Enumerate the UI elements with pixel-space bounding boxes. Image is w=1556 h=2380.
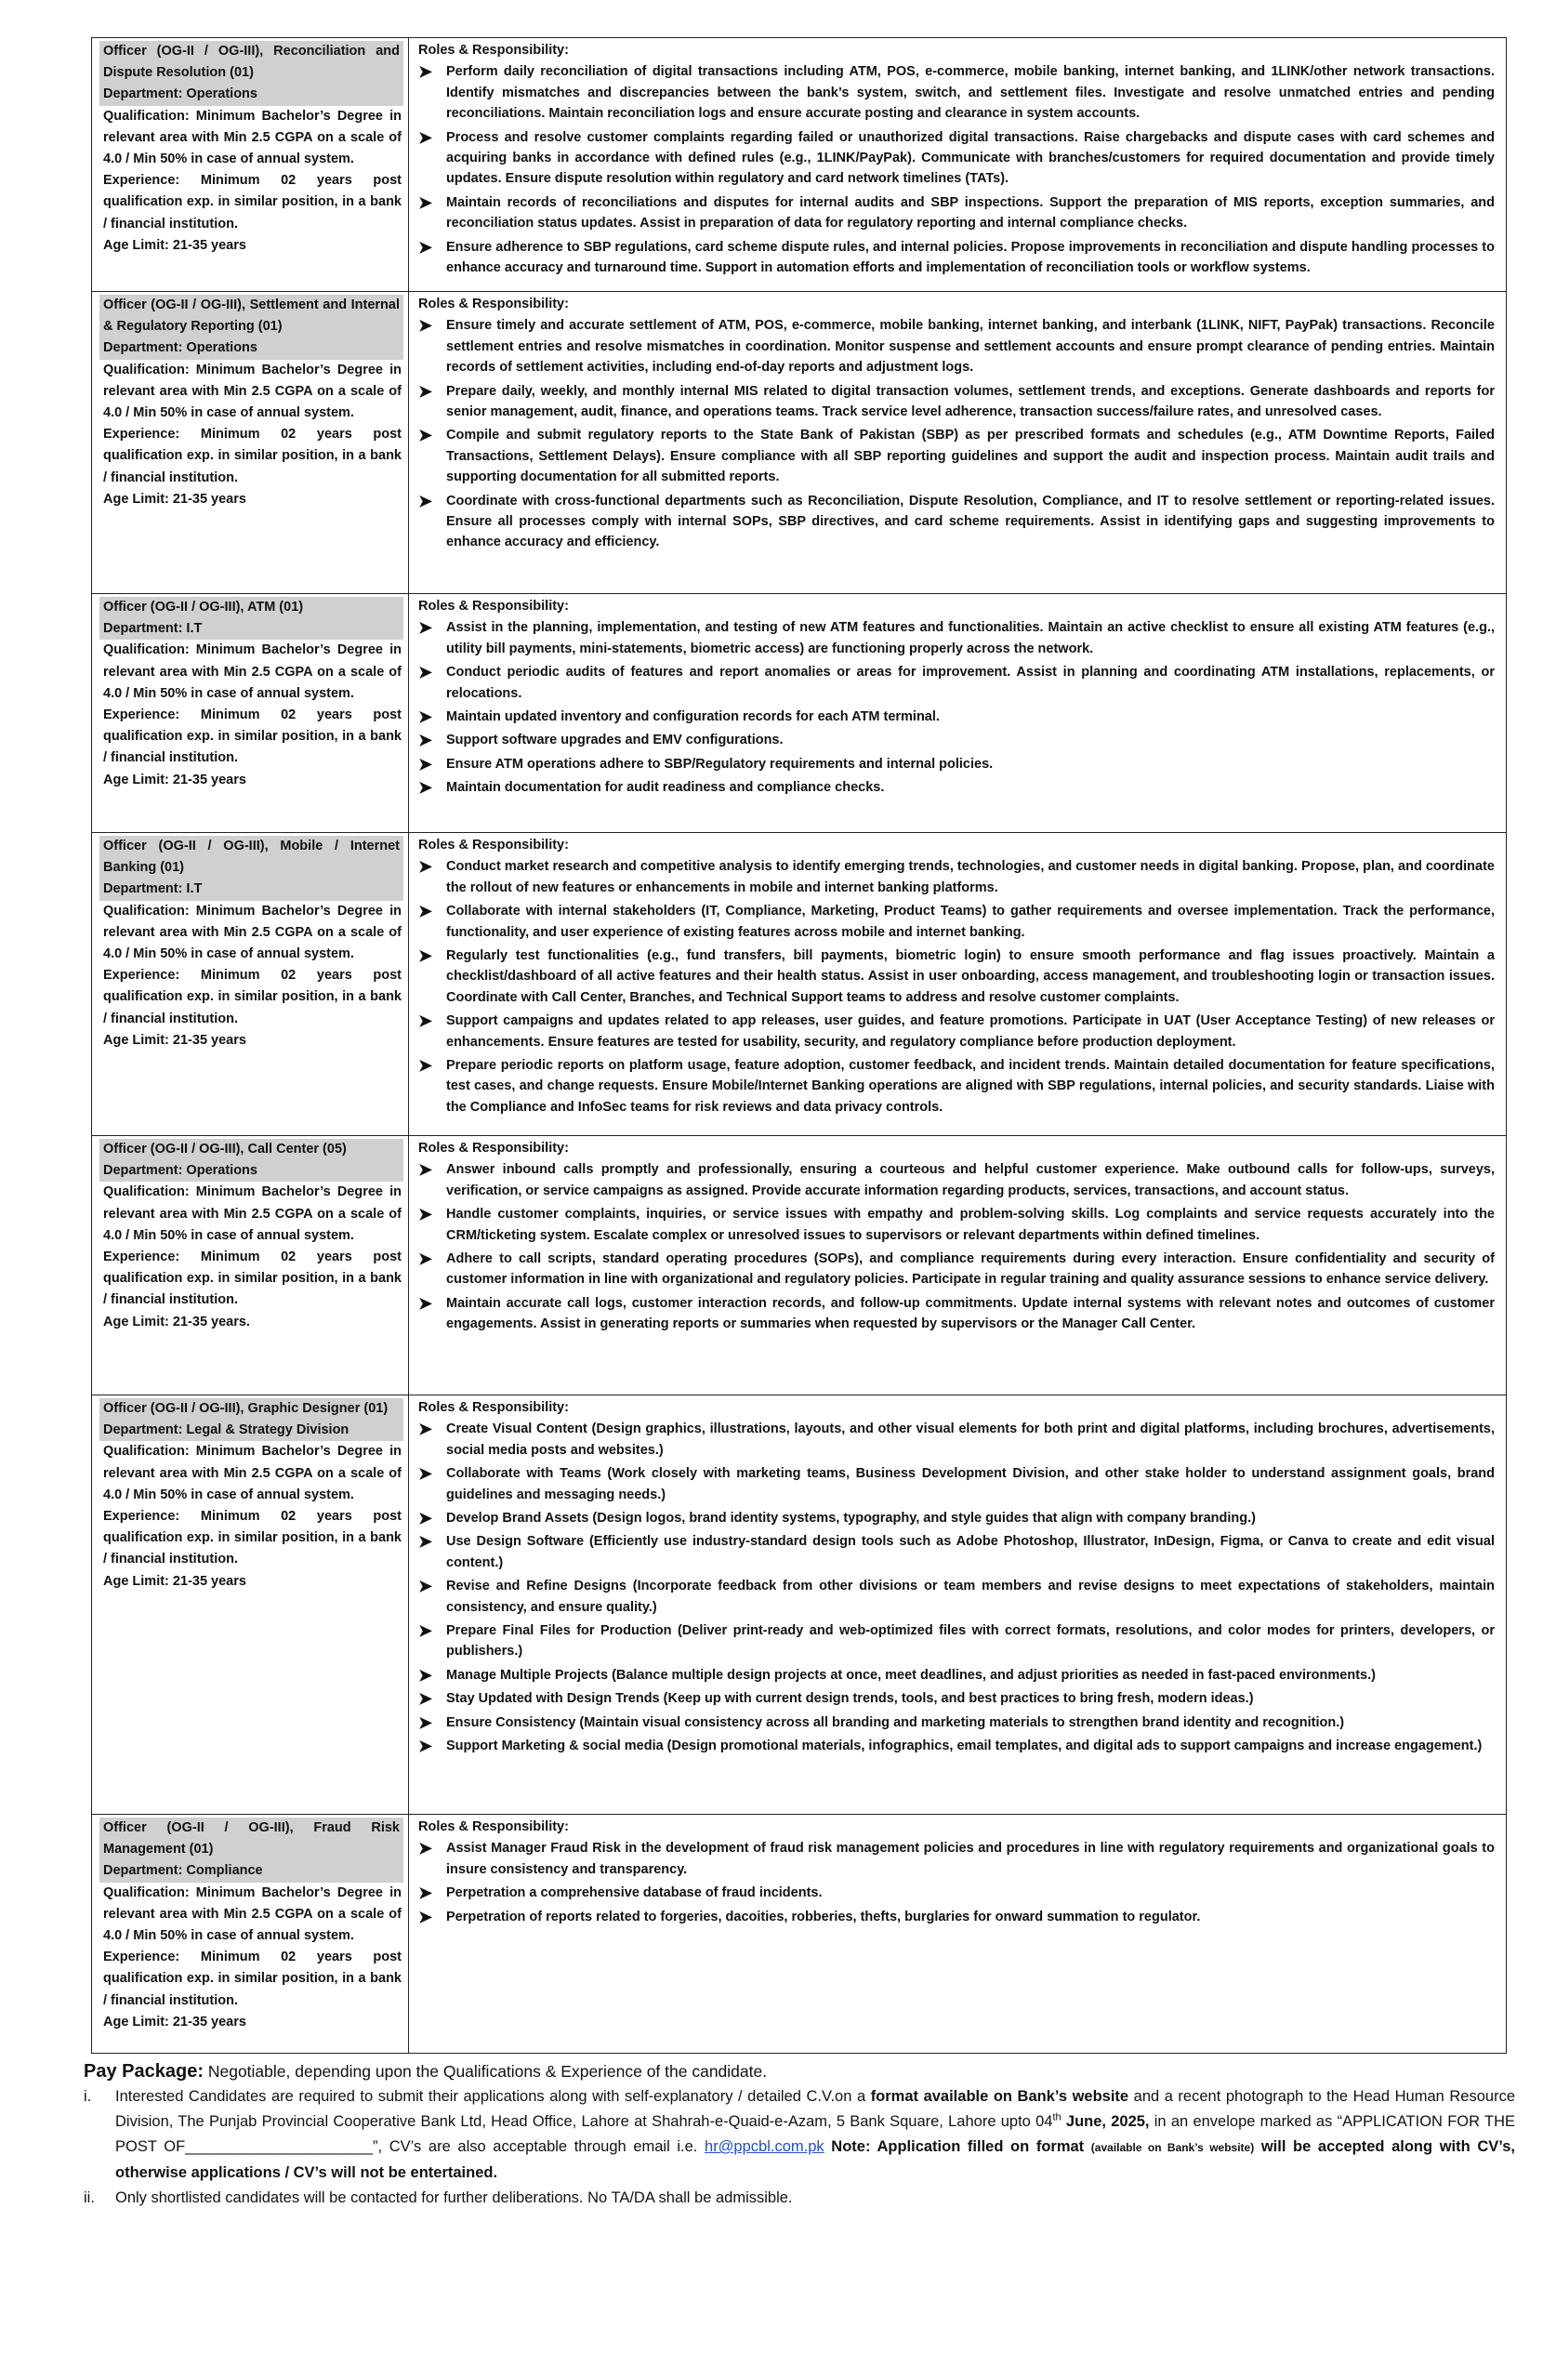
arrow-bullet-icon: ➤ [418, 778, 433, 798]
job-title: Officer (OG-II / OG-III), Mobile / Internet Banking (01) [99, 836, 403, 879]
arrow-bullet-icon: ➤ [418, 1712, 433, 1732]
qualification-text: Minimum Bachelor’s Degree in relevant area with Min 2.5 CGPA on a scale of 4.0 / Min 50% in case of annual system. [103, 1184, 402, 1243]
job-title: Officer (OG-II / OG-III), Call Center (05) [99, 1139, 403, 1160]
responsibility-item [418, 1159, 1495, 1201]
responsibility-text: Adhere to call scripts, standard operating procedures (SOPs), and compliance requirements during every interaction. Ensure confidentiality and security of customer information in line with organizational and regulatory policies. Participate in regular training and quality assurance sessions to enhance service delivery. [446, 1251, 1495, 1288]
job-summary-cell [92, 594, 409, 833]
experience-text: Minimum 02 years post qualification exp. in similar position, in a bank / financial institution. [103, 1509, 402, 1567]
note-2-text: Only shortlisted candidates will be contacted for further deliberations. No TA/DA shall be admissible. [115, 2189, 793, 2206]
email-link[interactable]: hr@ppcbl.com.pk [705, 2138, 824, 2155]
arrow-bullet-icon: ➤ [418, 902, 433, 921]
responsibility-item [418, 1883, 1495, 1903]
arrow-bullet-icon: ➤ [418, 491, 433, 510]
experience-label: Experience: [103, 1250, 180, 1265]
age-label: Age Limit: [103, 237, 169, 253]
job-title: Officer (OG-II / OG-III), Graphic Designer (01) [99, 1398, 403, 1420]
job-qualification [103, 901, 402, 966]
arrow-bullet-icon: ➤ [418, 1839, 433, 1858]
age-label: Age Limit: [103, 1573, 169, 1589]
responsibility-text: Use Design Software (Efficiently use industry-standard design tools such as Adobe Photoshop, Illustrator, InDesign, Figma, or Canva to create and edit visual content.) [446, 1534, 1495, 1570]
arrow-bullet-icon: ➤ [418, 857, 433, 877]
responsibility-text: Support campaigns and updates related to app releases, user guides, and feature promotions. Participate in UAT (User Acceptance Testing) of new releases or enhancements. Ensure features are tested for usability, security, and regulatory compliance before production deployment. [446, 1013, 1495, 1050]
experience-label: Experience: [103, 968, 180, 984]
job-age-limit [103, 1030, 402, 1051]
note-1 [84, 2084, 1515, 2186]
note-1-deadline-a: upto 04 [1000, 2113, 1053, 2130]
responsibility-item [418, 1463, 1495, 1505]
footer [84, 2059, 1515, 2211]
job-roles-cell [409, 1136, 1507, 1395]
note-1-format-text: format available on Bank’s website [870, 2088, 1129, 2105]
experience-label: Experience: [103, 707, 180, 723]
job-table [91, 37, 1507, 2054]
responsibility-text: Stay Updated with Design Trends (Keep up with current design trends, tools, and best practices to bring fresh, modern ideas.) [446, 1691, 1254, 1707]
qualification-label: Qualification: [103, 1884, 190, 1900]
arrow-bullet-icon: ➤ [418, 237, 433, 257]
responsibility-text: Assist Manager Fraud Risk in the development of fraud risk management policies and procedures in line with regulatory requirements and organizational goals to insure consistency and transparency. [446, 1841, 1495, 1877]
responsibility-text: Conduct periodic audits of features and report anomalies or areas for improvement. Assist in planning and coordinating ATM installations, replacements, or relocations. [446, 665, 1495, 701]
responsibility-text: Handle customer complaints, inquiries, or service issues with empathy and problem-solving skills. Log complaints and service requests accurately into the CRM/ticketing system. Escalate complex or unresolved issues to supervisors or relevant departments within defined timelines. [446, 1207, 1495, 1243]
job-summary-cell [92, 292, 409, 594]
responsibility-item [418, 945, 1495, 1008]
age-label: Age Limit: [103, 491, 169, 507]
age-text: 21-35 years [172, 772, 246, 787]
responsibility-text: Process and resolve customer complaints regarding failed or unauthorized digital transactions. Raise chargebacks and dispute cases with card schemes and acquiring banks in accordance with defined rules (e.g., 1LINK/PayPak). Communicate with branches/customers for required documentation and provide timely updates. Ensure dispute resolution within regulatory and card network timelines (TATs). [446, 129, 1495, 187]
arrow-bullet-icon: ➤ [418, 946, 433, 966]
responsibility-text: Perform daily reconciliation of digital transactions including ATM, POS, e-commerce, mobile banking, internet banking, and 1LINK/other network transactions. Identify mismatches and discrepancies between the bank’s system, switch, and settlement files. Investigate and resolve unmatched entries and pending reconciliations. Maintain reconciliation logs and ensure accurate posting and clearance in system accounts. [446, 64, 1495, 122]
job-row [92, 1395, 1507, 1815]
roles-heading: Roles & Responsibility: [418, 599, 569, 614]
responsibility-text: Ensure Consistency (Maintain visual consistency across all branding and marketing materials to strengthen brand identity and recognition.) [446, 1714, 1345, 1730]
job-qualification [103, 106, 402, 171]
job-roles-cell [409, 1395, 1507, 1815]
age-text: 21-35 years [172, 237, 246, 253]
job-age-limit [103, 1571, 402, 1593]
responsibility-item [418, 1665, 1495, 1686]
note-1-text-a: Interested Candidates are required to submit their applications along with self-explanatory / detailed C.V.on a [115, 2088, 871, 2105]
experience-label: Experience: [103, 427, 180, 443]
responsibility-item [418, 617, 1495, 659]
arrow-bullet-icon: ➤ [418, 1665, 433, 1685]
responsibility-item [418, 856, 1495, 898]
responsibility-text: Collaborate with Teams (Work closely with marketing teams, Business Development Division, and other stake holder to understand assignment goals, brand guidelines and messaging needs.) [446, 1466, 1495, 1502]
job-department: Department: Operations [99, 337, 403, 359]
responsibility-text: Compile and submit regulatory reports to the State Bank of Pakistan (SBP) as per prescribed formats and schedules (e.g., ATM Downtime Reports, Failed Transactions, Settlement Delays). Ensure compliance with all SBP reporting guidelines and support the audit and inspection process. Maintain audit trails and supporting documentation for all submitted reports. [446, 428, 1495, 485]
responsibility-item [418, 1204, 1495, 1246]
responsibility-text: Support Marketing & social media (Design promotional materials, infographics, email templates, and digital ads to support campaigns and increase engagement.) [446, 1739, 1483, 1754]
note-1-website-text: (available on Bank’s website) [1090, 2141, 1255, 2154]
job-document [91, 37, 1504, 2054]
responsibility-item [418, 1712, 1495, 1733]
arrow-bullet-icon: ➤ [418, 1250, 433, 1269]
responsibility-text: Perpetration of reports related to forgeries, dacoities, robberies, thefts, burglaries for onward summation to regulator. [446, 1909, 1201, 1924]
responsibility-text: Perpetration a comprehensive database of fraud incidents. [446, 1885, 823, 1901]
arrow-bullet-icon: ➤ [418, 1689, 433, 1709]
responsibility-item [418, 491, 1495, 553]
responsibility-item [418, 192, 1495, 234]
job-qualification [103, 1883, 402, 1948]
job-experience [103, 1247, 402, 1312]
job-qualification [103, 1182, 402, 1247]
job-row [92, 1136, 1507, 1395]
job-department: Department: Compliance [99, 1860, 403, 1882]
job-title: Officer (OG-II / OG-III), Fraud Risk Management (01) [99, 1818, 403, 1860]
job-age-limit [103, 235, 402, 257]
job-experience [103, 1947, 402, 2012]
arrow-bullet-icon: ➤ [418, 1293, 433, 1313]
responsibility-item [418, 1249, 1495, 1290]
responsibility-item [418, 1688, 1495, 1709]
experience-text: Minimum 02 years post qualification exp. in similar position, in a bank / financial institution. [103, 968, 402, 1026]
qualification-text: Minimum Bachelor’s Degree in relevant area with Min 2.5 CGPA on a scale of 4.0 / Min 50% in case of annual system. [103, 362, 402, 421]
responsibility-text: Assist in the planning, implementation, and testing of new ATM features and functionalities. Maintain an active checklist to ensure all existing ATM features (e.g., utility bill payments, mini-statements, biometric access) are functioning properly across the network. [446, 620, 1495, 656]
experience-text: Minimum 02 years post qualification exp. in similar position, in a bank / financial institution. [103, 427, 402, 485]
job-roles-cell [409, 833, 1507, 1136]
note-1-deadline-b: June, 2025, [1061, 2113, 1150, 2130]
job-roles-cell [409, 594, 1507, 833]
note-1-text-k: will be accepted along with CV’s, otherwise applications / CV’s will not be entertained. [115, 2138, 1515, 2181]
responsibility-item [418, 1736, 1495, 1756]
arrow-bullet-icon: ➤ [418, 731, 433, 750]
responsibility-text: Manage Multiple Projects (Balance multiple design projects at once, meet deadlines, and adjust priorities as needed in fast-paced environments.) [446, 1667, 1376, 1683]
responsibility-text: Ensure ATM operations adhere to SBP/Regulatory requirements and internal policies. [446, 756, 994, 772]
arrow-bullet-icon: ➤ [418, 127, 433, 147]
experience-label: Experience: [103, 1950, 180, 1965]
responsibility-text: Regularly test functionalities (e.g., fund transfers, bill payments, biometric login) to ensure smooth performance and flag issues proactively. Maintain a checklist/dashboard of all active features and their health status. Assist in user onboarding, access management, and troubleshooting login or transaction issues. Coordinate with Call Center, Branches, and Technical Support teams to address and resolve customer complaints. [446, 948, 1495, 1005]
qualification-text: Minimum Bachelor’s Degree in relevant area with Min 2.5 CGPA on a scale of 4.0 / Min 50% in case of annual system. [103, 1444, 402, 1502]
responsibility-text: Maintain documentation for audit readiness and compliance checks. [446, 780, 885, 796]
arrow-bullet-icon: ➤ [418, 381, 433, 401]
responsibility-item [418, 315, 1495, 377]
job-row [92, 833, 1507, 1136]
responsibility-item [418, 1011, 1495, 1052]
job-age-limit [103, 2012, 402, 2033]
qualification-text: Minimum Bachelor’s Degree in relevant area with Min 2.5 CGPA on a scale of 4.0 / Min 50% in case of annual system. [103, 1884, 402, 1944]
qualification-text: Minimum Bachelor’s Degree in relevant area with Min 2.5 CGPA on a scale of 4.0 / Min 50% in case of annual system. [103, 903, 402, 962]
responsibility-item [418, 662, 1495, 704]
arrow-bullet-icon: ➤ [418, 316, 433, 336]
roles-heading: Roles & Responsibility: [418, 1141, 569, 1156]
arrow-bullet-icon: ➤ [418, 663, 433, 682]
arrow-bullet-icon: ➤ [418, 1205, 433, 1224]
responsibility-item [418, 1531, 1495, 1573]
job-title: Officer (OG-II / OG-III), Settlement and Internal & Regulatory Reporting (01) [99, 295, 403, 337]
job-age-limit [103, 489, 402, 510]
arrow-bullet-icon: ➤ [418, 1737, 433, 1756]
qualification-text: Minimum Bachelor’s Degree in relevant area with Min 2.5 CGPA on a scale of 4.0 / Min 50% in case of annual system. [103, 642, 402, 701]
pay-package-label: Pay Package: [84, 2061, 204, 2082]
age-text: 21-35 years. [172, 1314, 250, 1329]
responsibility-item [418, 127, 1495, 190]
arrow-bullet-icon: ➤ [418, 426, 433, 445]
responsibility-text: Develop Brand Assets (Design logos, brand identity systems, typography, and style guides that align with company branding.) [446, 1511, 1256, 1527]
roles-heading: Roles & Responsibility: [418, 1819, 569, 1834]
experience-text: Minimum 02 years post qualification exp. in similar position, in a bank / financial institution. [103, 173, 402, 231]
job-qualification [103, 640, 402, 705]
responsibility-item [418, 1838, 1495, 1880]
note-1-text-c: and a recent photograph to the Head Human Resource Division, The Punjab Provincial Cooperative Bank Ltd, Head Office, Lahore at Shahrah-e-Quaid-e-Azam, 5 Bank Square, Lahore [115, 2088, 1515, 2130]
note-1-deadline-sup: th [1052, 2111, 1062, 2123]
job-qualification [103, 1441, 402, 1506]
note-1-note-label: Note: Application filled on format [824, 2138, 1091, 2155]
job-department: Department: I.T [99, 879, 403, 900]
job-row [92, 594, 1507, 833]
note-1-envelope-text: “APPLICATION FOR THE POST OF______________________” [115, 2113, 1515, 2155]
job-qualification [103, 360, 402, 425]
responsibility-item [418, 381, 1495, 423]
responsibility-item [418, 901, 1495, 943]
arrow-bullet-icon: ➤ [418, 1420, 433, 1439]
job-department: Department: I.T [99, 618, 403, 640]
age-text: 21-35 years [172, 1573, 246, 1589]
job-experience [103, 424, 402, 489]
arrow-bullet-icon: ➤ [418, 1577, 433, 1596]
responsibility-item [418, 707, 1495, 727]
age-label: Age Limit: [103, 772, 169, 787]
job-age-limit [103, 770, 402, 791]
job-department: Department: Operations [99, 84, 403, 105]
qualification-label: Qualification: [103, 108, 190, 124]
arrow-bullet-icon: ➤ [418, 62, 433, 82]
arrow-bullet-icon: ➤ [418, 1621, 433, 1641]
note-2 [84, 2186, 1515, 2211]
age-text: 21-35 years [172, 491, 246, 507]
note-2-number: ii. [84, 2189, 95, 2206]
responsibility-item [418, 425, 1495, 487]
responsibility-text: Maintain records of reconciliations and disputes for internal audits and SBP inspections. Support the preparation of MIS reports, exception summaries, and reconciliation status updates. Assist in preparation of data for regulatory reporting and internal compliance checks. [446, 194, 1495, 231]
qualification-label: Qualification: [103, 362, 190, 377]
pay-package-text: Negotiable, depending upon the Qualifications & Experience of the candidate. [203, 2062, 768, 2081]
age-text: 21-35 years [172, 2014, 246, 2030]
responsibility-text: Prepare Final Files for Production (Deliver print-ready and web-optimized files with correct formats, resolutions, and color modes for printers, developers, or publishers.) [446, 1623, 1495, 1659]
responsibility-text: Create Visual Content (Design graphics, illustrations, layouts, and other visual elements for both print and digital platforms, including brochures, advertisements, social media posts and websites.) [446, 1421, 1495, 1458]
arrow-bullet-icon: ➤ [418, 618, 433, 638]
arrow-bullet-icon: ➤ [418, 1907, 433, 1926]
responsibility-item [418, 1419, 1495, 1461]
responsibility-item [418, 1293, 1495, 1335]
responsibility-item [418, 730, 1495, 750]
arrow-bullet-icon: ➤ [418, 1012, 433, 1031]
age-label: Age Limit: [103, 1032, 169, 1048]
job-title: Officer (OG-II / OG-III), Reconciliation and Dispute Resolution (01) [99, 41, 403, 84]
job-row [92, 1815, 1507, 2054]
arrow-bullet-icon: ➤ [418, 1056, 433, 1076]
roles-heading: Roles & Responsibility: [418, 838, 569, 853]
responsibility-text: Conduct market research and competitive analysis to identify emerging trends, technologies, and customer needs in digital banking. Propose, plan, and coordinate the rollout of new features or enhancements in mobile and internet banking platforms. [446, 859, 1495, 895]
arrow-bullet-icon: ➤ [418, 754, 433, 774]
experience-text: Minimum 02 years post qualification exp. in similar position, in a bank / financial institution. [103, 1250, 402, 1308]
responsibility-text: Coordinate with cross-functional departments such as Reconciliation, Dispute Resolution, Compliance, and IT to resolve settlement or reporting-related issues. Ensure all processes comply with internal SOPs, SBP directives, and card scheme requirements. Assist in identifying gaps and suggesting improvements to enhance accuracy and efficiency. [446, 493, 1495, 550]
job-summary-cell [92, 38, 409, 292]
job-experience [103, 705, 402, 770]
job-department: Department: Legal & Strategy Division [99, 1420, 403, 1441]
job-summary-cell [92, 1815, 409, 2054]
experience-label: Experience: [103, 1509, 180, 1525]
arrow-bullet-icon: ➤ [418, 1884, 433, 1903]
age-text: 21-35 years [172, 1032, 246, 1048]
job-age-limit [103, 1312, 402, 1333]
responsibility-item [418, 1055, 1495, 1117]
job-roles-cell [409, 292, 1507, 594]
responsibility-item [418, 1508, 1495, 1528]
qualification-label: Qualification: [103, 1444, 190, 1460]
job-title: Officer (OG-II / OG-III), ATM (01) [99, 597, 403, 618]
job-summary-cell [92, 833, 409, 1136]
job-row [92, 292, 1507, 594]
age-label: Age Limit: [103, 2014, 169, 2030]
job-row [92, 38, 1507, 292]
job-roles-cell [409, 1815, 1507, 2054]
roles-heading: Roles & Responsibility: [418, 297, 569, 311]
note-1-number: i. [84, 2088, 92, 2105]
responsibility-text: Support software upgrades and EMV configurations. [446, 733, 784, 748]
responsibility-text: Prepare daily, weekly, and monthly internal MIS related to digital transaction volumes, settlement trends, and exceptions. Generate dashboards and reports for senior management, audit, finance, and operations teams. Track service level adherence, transaction success/failure rates, and unresolved cases. [446, 383, 1495, 420]
qualification-label: Qualification: [103, 642, 190, 658]
responsibility-text: Ensure timely and accurate settlement of ATM, POS, e-commerce, mobile banking, internet banking, and interbank (1LINK, NIFT, PayPak) transactions. Reconcile settlement entries and resolve mismatches in coordination. Monitor suspense and settlement accounts and ensure prompt clearance of pending entries. Maintain records of settlement activities, including end-of-day reports and adjustment logs. [446, 318, 1495, 376]
job-experience [103, 965, 402, 1030]
responsibility-item [418, 237, 1495, 279]
roles-heading: Roles & Responsibility: [418, 1400, 569, 1415]
arrow-bullet-icon: ➤ [418, 1160, 433, 1180]
qualification-label: Qualification: [103, 1184, 190, 1200]
qualification-text: Minimum Bachelor’s Degree in relevant area with Min 2.5 CGPA on a scale of 4.0 / Min 50% in case of annual system. [103, 108, 402, 167]
note-1-text-f: in an envelope marked as [1149, 2113, 1338, 2130]
job-summary-cell [92, 1136, 409, 1395]
arrow-bullet-icon: ➤ [418, 1532, 433, 1552]
responsibility-text: Maintain accurate call logs, customer interaction records, and follow-up commitments. Update internal systems with relevant notes and outcomes of customer engagements. Assist in generating reports or summaries when requested by supervisors or the Manager Call Center. [446, 1295, 1495, 1332]
responsibility-item [418, 754, 1495, 774]
arrow-bullet-icon: ➤ [418, 192, 433, 212]
responsibility-text: Maintain updated inventory and configuration records for each ATM terminal. [446, 709, 940, 725]
roles-heading: Roles & Responsibility: [418, 43, 569, 58]
responsibility-item [418, 777, 1495, 798]
job-experience [103, 1506, 402, 1571]
responsibility-item [418, 1576, 1495, 1618]
note-1-text-h: , CV’s are also acceptable through email i.e. [377, 2138, 705, 2155]
responsibility-text: Answer inbound calls promptly and professionally, ensuring a courteous and helpful customer experience. Make outbound calls for follow-ups, surveys, verification, or service campaigns as assigned. Provide accurate information regarding products, services, transactions, and account status. [446, 1162, 1495, 1198]
responsibility-item [418, 1907, 1495, 1927]
experience-text: Minimum 02 years post qualification exp. in similar position, in a bank / financial institution. [103, 707, 402, 766]
responsibility-text: Ensure adherence to SBP regulations, card scheme dispute rules, and internal policies. Propose improvements in reconciliation and dispute handling processes to enhance accuracy and turnaround time. Support in automation efforts and implementation of reconciliation tools or workflow systems. [446, 239, 1495, 276]
experience-text: Minimum 02 years post qualification exp. in similar position, in a bank / financial institution. [103, 1950, 402, 2008]
age-label: Age Limit: [103, 1314, 169, 1329]
job-department: Department: Operations [99, 1160, 403, 1182]
job-summary-cell [92, 1395, 409, 1815]
arrow-bullet-icon: ➤ [418, 707, 433, 727]
responsibility-text: Revise and Refine Designs (Incorporate feedback from other divisions or team members and revise designs to meet expectations of stakeholders, maintain consistency, and ensure quality.) [446, 1579, 1495, 1615]
experience-label: Experience: [103, 173, 180, 189]
responsibility-item [418, 61, 1495, 124]
pay-package [84, 2059, 1515, 2084]
responsibility-text: Collaborate with internal stakeholders (IT, Compliance, Marketing, Product Teams) to gather requirements and oversee implementation. Track the performance, functionality, and user experience of existing features across mobile and internet banking. [446, 904, 1495, 940]
responsibility-item [418, 1620, 1495, 1662]
job-roles-cell [409, 38, 1507, 292]
arrow-bullet-icon: ➤ [418, 1464, 433, 1484]
qualification-label: Qualification: [103, 903, 190, 919]
responsibility-text: Prepare periodic reports on platform usage, feature adoption, customer feedback, and incident trends. Maintain detailed documentation for feature specifications, test cases, and change requests. Ensure Mobile/Internet Banking operations are aligned with SBP regulations, internal policies, and security standards. Liaise with the Compliance and InfoSec teams for risk reviews and data privacy controls. [446, 1058, 1495, 1115]
job-experience [103, 170, 402, 235]
arrow-bullet-icon: ➤ [418, 1509, 433, 1528]
